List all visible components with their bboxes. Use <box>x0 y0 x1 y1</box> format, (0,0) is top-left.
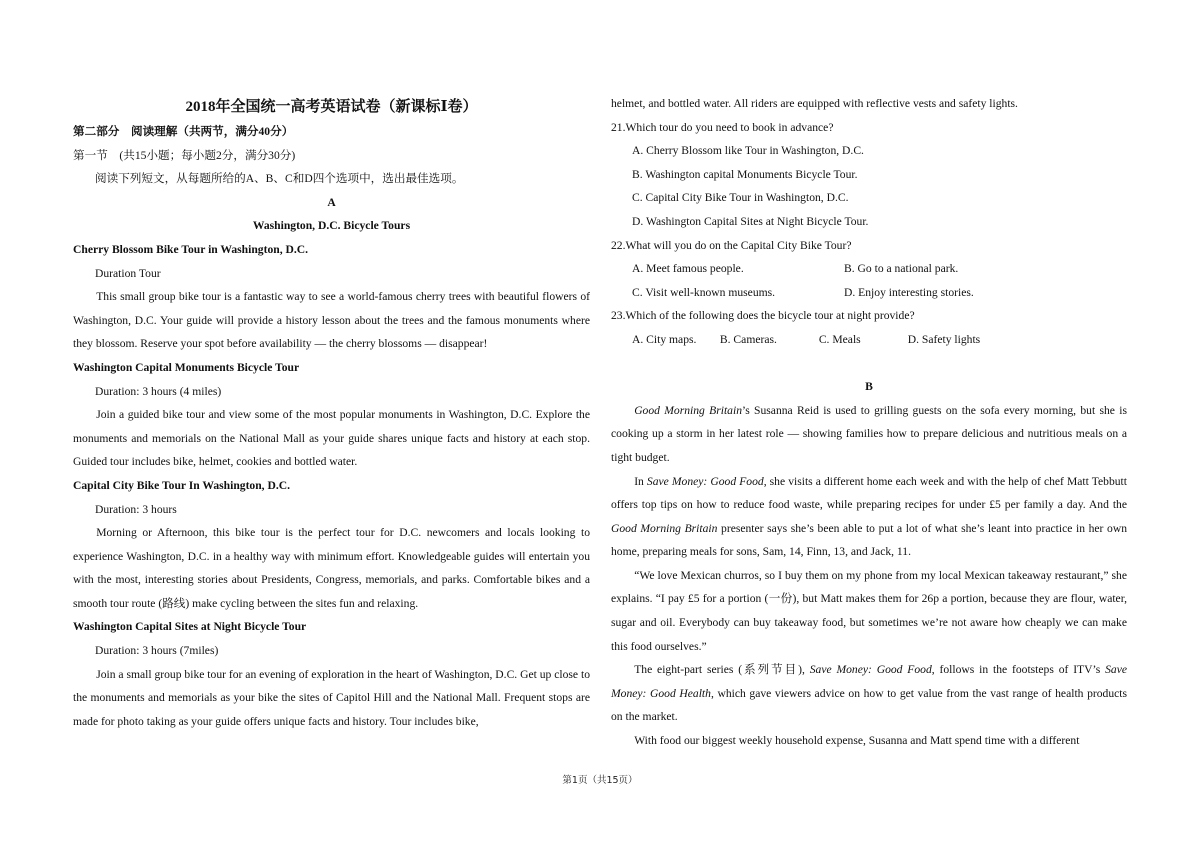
series-name: Save Money: Good Food <box>646 474 764 488</box>
tour4-text-continued: helmet, and bottled water. All riders are equipped with reflective vests and safety lights. <box>611 97 1018 110</box>
show-name: Good Morning Britain <box>634 403 742 417</box>
tour1-duration: Duration Tour <box>95 266 161 280</box>
passage-a-letter: A <box>327 195 336 209</box>
para-1-text: ’s Susanna Reid is used to grilling guests on the sofa every morning, but she is cooking up a storm in her latest role — showing families how to prepare delicious and nutritious meals on a tight budget. <box>611 403 1127 464</box>
instruction: 阅读下列短文，从每题所给的A、B、C和D四个选项中，选出最佳选项。 <box>95 172 464 186</box>
tour1-text: This small group bike tour is a fantastic way to see a world-famous cherry trees with beautiful flowers of Washington, D.C. Your guide will provide a history lesson about the trees and the famous monuments where they blossom. Reserve your spot before availability — the cherry blossoms — disappear! <box>73 290 590 351</box>
q22-options-row-1 <box>611 257 1127 281</box>
para-4-text-b: , follows in the footsteps of ITV’s <box>931 663 1106 677</box>
q21-option-c: C. Capital City Bike Tour in Washington, D.C. <box>632 191 849 205</box>
para-2-text-b: , she visits a different home each week and with the help of chef Matt Tebbutt offers top tips on how to reduce food waste, while preparing recipes for under £5 per family a day. And the <box>611 474 1127 512</box>
q23-option-d: D. Safety lights <box>907 332 981 346</box>
tour3-title: Capital City Bike Tour In Washington, D.C. <box>73 478 291 492</box>
passage-b-para-3: “We love Mexican churros, so I buy them on my phone from my local Mexican takeaway restaurant,” she explains. “I pay £5 for a portion (一份), but Matt makes them for 26p a portion, because they are flour, water, sugar and oil. Everybody can buy takeaway food, but sometimes we’re not aware how cheaply we can make this food ourselves.” <box>611 568 1127 653</box>
q22-option-d: D. Enjoy interesting stories. <box>844 285 974 299</box>
q22-option-c: C. Visit well-known museums. <box>632 285 776 299</box>
spacer <box>611 352 1127 376</box>
tour2-duration: Duration: 3 hours (4 miles) <box>95 384 222 398</box>
passage-b-letter: B <box>865 380 873 394</box>
part-heading: 第二部分 阅读理解（共两节，满分40分） <box>73 125 294 138</box>
passage-b-para-4 <box>611 658 1127 729</box>
right-column <box>611 92 1127 753</box>
tour1-title: Cherry Blossom Bike Tour in Washington, D.C. <box>73 242 309 256</box>
section-heading: 第一节 (共15小题；每小题2分，满分30分) <box>73 148 296 162</box>
show-name-2: Good Morning Britain <box>611 521 718 535</box>
passage-b-para-1 <box>611 399 1127 470</box>
q23-option-b: B. Cameras. <box>719 332 777 346</box>
para-4-text-a: The eight-part series (系列节目), <box>634 663 810 677</box>
q21-option-d: D. Washington Capital Sites at Night Bicycle Tour. <box>632 214 869 228</box>
tour2-title: Washington Capital Monuments Bicycle Tour <box>73 360 300 374</box>
q21-option-b: B. Washington capital Monuments Bicycle Tour. <box>632 167 858 181</box>
passage-b-para-5: With food our biggest weekly household expense, Susanna and Matt spend time with a different <box>634 734 1080 748</box>
tour4-duration: Duration: 3 hours (7miles) <box>95 644 219 658</box>
series-name-2: Save Money: Good Food <box>809 663 932 677</box>
question-23: 23.Which of the following does the bicycle tour at night provide? <box>611 309 915 323</box>
para-2-text-a: In <box>634 474 647 488</box>
para-4-text-c: , which gave viewers advice on how to get value from the vast range of health products on the market. <box>611 686 1127 724</box>
series-name-3: Save Money: Good Health <box>611 663 1127 700</box>
q23-option-a: A. City maps. <box>632 332 697 346</box>
exam-title: 2018年全国统一高考英语试卷（新课标Ⅰ卷） <box>185 99 478 115</box>
tour3-text: Morning or Afternoon, this bike tour is the perfect tour for D.C. newcomers and locals looking to experience Washington, D.C. in a healthy way with minimum effort. Knowledgeable guides will entertain you with the most, interesting stories about Presidents, Congress, memorials, and parks. Comfortable bikes and a smooth tour route (路线) make cycling between the sites fun and relaxing. <box>73 526 590 610</box>
tour3-duration: Duration: 3 hours <box>95 502 177 516</box>
tour2-text: Join a guided bike tour and view some of the most popular monuments in Washington, D.C. Explore the monuments and memorials on the National Mall as your guide shares unique facts and history at each stop. Guided tour includes bike, helmet, cookies and bottled water. <box>73 408 590 469</box>
q23-option-c: C. Meals <box>818 332 861 346</box>
q22-option-b: B. Go to a national park. <box>844 262 959 276</box>
tour4-title: Washington Capital Sites at Night Bicycle Tour <box>73 620 307 634</box>
left-column <box>73 92 590 733</box>
q23-options <box>611 328 1127 352</box>
q21-option-a: A. Cherry Blossom like Tour in Washington, D.C. <box>632 144 864 158</box>
q22-option-a: A. Meet famous people. <box>632 262 744 276</box>
page-footer: 第1页（共15页） <box>562 775 638 786</box>
para-2-text-c: presenter says she’s been able to put a lot of what she’s leant into practice in her own home, preparing meals for sons, Sam, 14, Finn, 13, and Jack, 11. <box>611 521 1127 559</box>
passage-b-para-2 <box>611 470 1127 564</box>
question-22: 22.What will you do on the Capital City Bike Tour? <box>611 238 852 252</box>
question-21: 21.Which tour do you need to book in advance? <box>611 120 834 134</box>
passage-a-title: Washington, D.C. Bicycle Tours <box>252 219 411 233</box>
tour4-text: Join a small group bike tour for an evening of exploration in the heart of Washington, D.C. Get up close to the monuments and memorials as your bike the sites of Capitol Hill and the National Mall. Frequent stops are made for photo taking as your guide offers unique facts and history. Tour includes bike, <box>73 667 590 728</box>
q22-options-row-2 <box>611 281 1127 305</box>
